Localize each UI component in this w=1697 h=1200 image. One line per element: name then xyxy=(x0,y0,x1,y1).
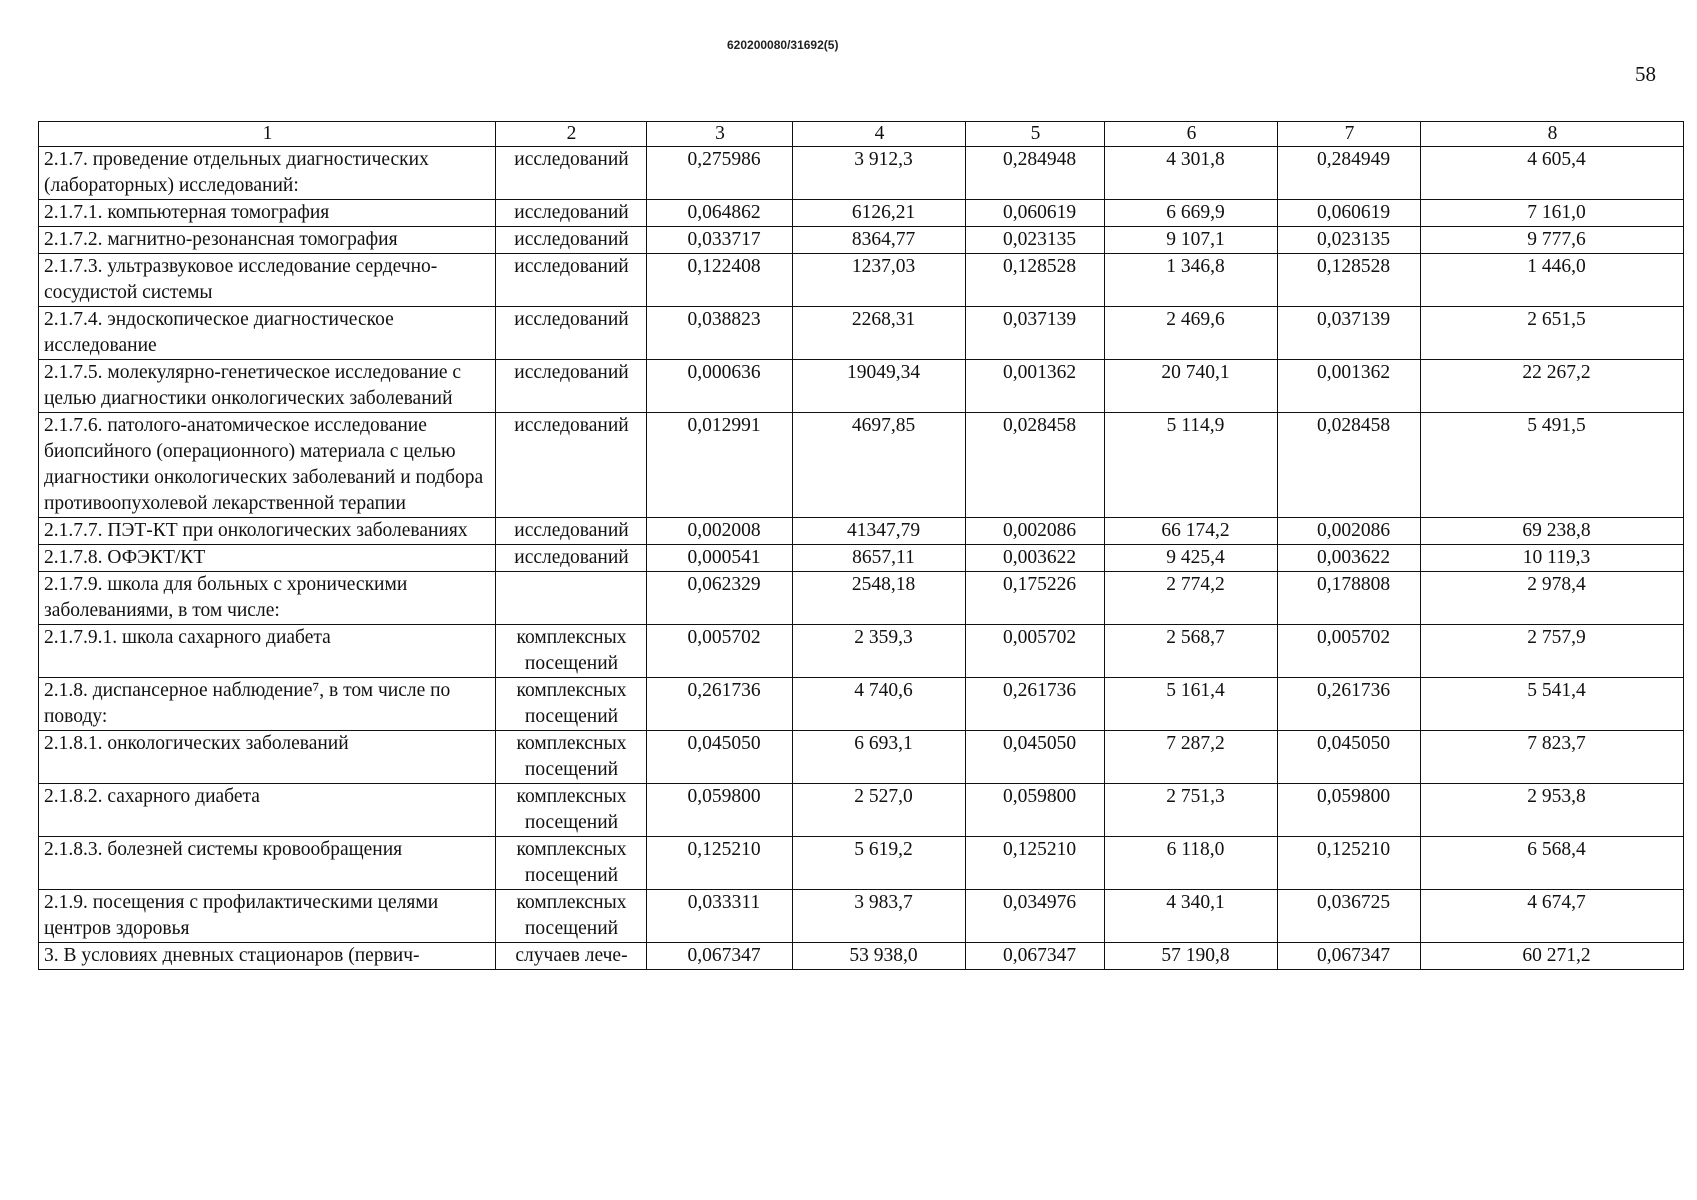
column-header: 8 xyxy=(1421,122,1684,147)
value-text: 0,125210 xyxy=(687,839,761,860)
value-text: 5 114,9 xyxy=(1166,415,1225,436)
value-text: 0,067347 xyxy=(1002,945,1077,966)
value-text: 5 619,2 xyxy=(854,839,913,860)
value-text: 2 774,2 xyxy=(1166,574,1225,595)
value-cell xyxy=(647,147,793,200)
value-cell xyxy=(793,572,966,625)
row-unit-cell: случаев лече- xyxy=(496,943,647,970)
value-text: 8657,11 xyxy=(852,547,915,568)
value-text: 0,284949 xyxy=(1316,149,1391,170)
value-cell xyxy=(1278,625,1421,678)
row-unit-cell: комплексных посещений xyxy=(496,625,647,678)
value-text: 0,128528 xyxy=(1316,256,1391,277)
value-text: 0,128528 xyxy=(1002,256,1077,277)
value-cell xyxy=(1278,890,1421,943)
value-cell xyxy=(647,784,793,837)
value-text: 2 469,6 xyxy=(1166,309,1225,330)
value-text: 0,125210 xyxy=(1316,839,1391,860)
value-text: 7 161,0 xyxy=(1527,202,1586,223)
value-cell xyxy=(1278,518,1421,545)
row-unit-cell: комплексных посещений xyxy=(496,890,647,943)
value-text: 19049,34 xyxy=(846,362,921,383)
value-text: 0,284948 xyxy=(1002,149,1077,170)
table-row xyxy=(39,254,1684,307)
value-cell xyxy=(966,227,1105,254)
column-header: 1 xyxy=(39,122,496,147)
table-row xyxy=(39,413,1684,518)
value-text: 0,059800 xyxy=(687,786,761,807)
table-header-row xyxy=(39,122,1684,147)
value-cell xyxy=(647,254,793,307)
value-text: 8364,77 xyxy=(851,229,916,250)
row-name-cell: 2.1.9. посещения с профилактическими целями центров здоровья xyxy=(39,890,496,943)
value-text: 0,064862 xyxy=(687,202,761,223)
row-name-cell: 2.1.7.7. ПЭТ-КТ при онкологических заболеваниях xyxy=(39,518,496,545)
value-cell xyxy=(1278,678,1421,731)
value-cell xyxy=(793,545,966,572)
value-text: 2 568,7 xyxy=(1166,627,1225,648)
value-cell xyxy=(966,360,1105,413)
value-cell xyxy=(647,545,793,572)
table-body xyxy=(39,147,1684,970)
table-row xyxy=(39,731,1684,784)
value-text: 0,045050 xyxy=(687,733,761,754)
value-cell xyxy=(793,307,966,360)
value-cell xyxy=(1278,307,1421,360)
value-cell xyxy=(1278,731,1421,784)
value-text: 1 346,8 xyxy=(1166,256,1225,277)
row-name-cell: 2.1.8.3. болезней системы кровообращения xyxy=(39,837,496,890)
row-unit-cell: комплексных посещений xyxy=(496,837,647,890)
table-row xyxy=(39,837,1684,890)
value-text: 0,003622 xyxy=(1316,547,1391,568)
value-cell xyxy=(966,254,1105,307)
value-cell xyxy=(793,200,966,227)
value-text: 0,038823 xyxy=(687,309,761,330)
value-text: 7 287,2 xyxy=(1166,733,1225,754)
page-number: 58 xyxy=(1635,62,1656,86)
value-cell xyxy=(966,307,1105,360)
value-cell xyxy=(966,518,1105,545)
value-text: 0,062329 xyxy=(687,574,761,595)
value-cell xyxy=(793,837,966,890)
value-cell xyxy=(1421,625,1684,678)
value-cell xyxy=(1278,413,1421,518)
document-code: 620200080/31692(5) xyxy=(727,38,839,52)
value-text: 0,261736 xyxy=(687,680,761,701)
value-text: 60 271,2 xyxy=(1522,945,1591,966)
value-text: 53 938,0 xyxy=(849,945,918,966)
value-cell xyxy=(1105,837,1278,890)
value-text: 0,059800 xyxy=(1316,786,1391,807)
row-name-cell: 2.1.8.1. онкологических заболеваний xyxy=(39,731,496,784)
value-cell xyxy=(1105,518,1278,545)
value-cell xyxy=(1421,890,1684,943)
value-text: 0,001362 xyxy=(1316,362,1391,383)
value-cell xyxy=(1421,200,1684,227)
row-unit-cell: комплексных посещений xyxy=(496,678,647,731)
table-row xyxy=(39,572,1684,625)
row-unit-cell: исследований xyxy=(496,518,647,545)
value-text: 4 674,7 xyxy=(1527,892,1586,913)
value-cell xyxy=(966,731,1105,784)
data-table xyxy=(38,121,1684,970)
value-text: 5 161,4 xyxy=(1166,680,1225,701)
value-cell xyxy=(1105,784,1278,837)
value-cell xyxy=(1105,413,1278,518)
value-text: 0,067347 xyxy=(1316,945,1391,966)
value-text: 0,012991 xyxy=(687,415,761,436)
value-text: 2 757,9 xyxy=(1527,627,1586,648)
value-text: 9 777,6 xyxy=(1527,229,1586,250)
value-cell xyxy=(966,678,1105,731)
value-text: 2 953,8 xyxy=(1527,786,1586,807)
value-cell xyxy=(647,625,793,678)
table-row xyxy=(39,943,1684,970)
value-cell xyxy=(1105,227,1278,254)
value-cell xyxy=(647,307,793,360)
value-text: 0,028458 xyxy=(1316,415,1391,436)
value-cell xyxy=(647,413,793,518)
value-cell xyxy=(1105,254,1278,307)
value-cell xyxy=(1105,890,1278,943)
row-name-cell: 3. В условиях дневных стационаров (первич- xyxy=(39,943,496,970)
table-row xyxy=(39,360,1684,413)
value-text: 1 446,0 xyxy=(1527,256,1586,277)
column-header: 5 xyxy=(966,122,1105,147)
value-cell xyxy=(647,731,793,784)
value-cell xyxy=(1278,943,1421,970)
value-text: 0,023135 xyxy=(1316,229,1391,250)
table-row xyxy=(39,784,1684,837)
value-text: 0,000541 xyxy=(687,547,761,568)
value-text: 0,000636 xyxy=(687,362,761,383)
value-text: 6 669,9 xyxy=(1166,202,1225,223)
row-name-cell: 2.1.7.1. компьютерная томография xyxy=(39,200,496,227)
value-cell xyxy=(1278,360,1421,413)
value-text: 0,060619 xyxy=(1002,202,1077,223)
row-unit-cell: комплексных посещений xyxy=(496,731,647,784)
value-cell xyxy=(647,518,793,545)
row-name-cell: 2.1.7.9.1. школа сахарного диабета xyxy=(39,625,496,678)
row-name-cell: 2.1.7.9. школа для больных с хроническими заболеваниями, в том числе: xyxy=(39,572,496,625)
value-text: 0,002008 xyxy=(687,520,761,541)
value-cell xyxy=(1105,200,1278,227)
value-text: 2268,31 xyxy=(851,309,916,330)
value-cell xyxy=(793,943,966,970)
value-cell xyxy=(1105,360,1278,413)
value-text: 0,002086 xyxy=(1002,520,1077,541)
value-text: 0,175226 xyxy=(1002,574,1077,595)
value-cell xyxy=(1421,307,1684,360)
value-text: 0,060619 xyxy=(1316,202,1391,223)
value-cell xyxy=(966,837,1105,890)
value-text: 20 740,1 xyxy=(1161,362,1230,383)
value-text: 0,005702 xyxy=(687,627,761,648)
value-text: 2 651,5 xyxy=(1527,309,1586,330)
row-name-cell: 2.1.7.5. молекулярно-генетическое исследование с целью диагностики онкологических заболеваний xyxy=(39,360,496,413)
value-cell xyxy=(647,943,793,970)
value-cell xyxy=(1105,678,1278,731)
value-text: 5 541,4 xyxy=(1527,680,1586,701)
column-header: 2 xyxy=(496,122,647,147)
value-text: 4 605,4 xyxy=(1527,149,1586,170)
column-header: 4 xyxy=(793,122,966,147)
value-cell xyxy=(647,227,793,254)
row-unit-cell: исследований xyxy=(496,545,647,572)
table-row xyxy=(39,518,1684,545)
value-cell xyxy=(1105,731,1278,784)
row-unit-cell: исследований xyxy=(496,147,647,200)
row-name-cell: 2.1.7.8. ОФЭКТ/КТ xyxy=(39,545,496,572)
value-text: 2 751,3 xyxy=(1166,786,1225,807)
value-cell xyxy=(966,413,1105,518)
value-text: 5 491,5 xyxy=(1527,415,1586,436)
value-cell xyxy=(966,545,1105,572)
column-header: 6 xyxy=(1105,122,1278,147)
value-text: 0,045050 xyxy=(1002,733,1077,754)
row-name-cell: 2.1.8.2. сахарного диабета xyxy=(39,784,496,837)
value-text: 10 119,3 xyxy=(1522,547,1591,568)
value-text: 0,125210 xyxy=(1002,839,1077,860)
value-text: 0,178808 xyxy=(1316,574,1391,595)
value-cell xyxy=(1421,413,1684,518)
value-text: 4697,85 xyxy=(851,415,916,436)
value-text: 22 267,2 xyxy=(1522,362,1591,383)
value-text: 0,001362 xyxy=(1002,362,1077,383)
value-cell xyxy=(966,943,1105,970)
table-row xyxy=(39,200,1684,227)
value-cell xyxy=(793,731,966,784)
value-text: 6 693,1 xyxy=(854,733,913,754)
row-unit-cell xyxy=(496,572,647,625)
value-cell xyxy=(966,147,1105,200)
value-cell xyxy=(1278,545,1421,572)
value-text: 0,059800 xyxy=(1002,786,1077,807)
value-cell xyxy=(1421,518,1684,545)
value-text: 0,005702 xyxy=(1316,627,1391,648)
value-cell xyxy=(793,890,966,943)
value-cell xyxy=(793,360,966,413)
value-cell xyxy=(966,784,1105,837)
value-cell xyxy=(966,572,1105,625)
row-unit-cell: исследований xyxy=(496,227,647,254)
value-cell xyxy=(1421,227,1684,254)
value-cell xyxy=(647,200,793,227)
value-cell xyxy=(1278,784,1421,837)
table-row xyxy=(39,307,1684,360)
row-name-cell: 2.1.7.4. эндоскопическое диагностическое исследование xyxy=(39,307,496,360)
value-text: 2 978,4 xyxy=(1527,574,1586,595)
value-text: 2 527,0 xyxy=(854,786,913,807)
value-text: 41347,79 xyxy=(846,520,921,541)
value-cell xyxy=(1105,307,1278,360)
value-text: 2548,18 xyxy=(851,574,916,595)
value-cell xyxy=(1278,254,1421,307)
value-text: 0,033311 xyxy=(687,892,761,913)
value-text: 0,028458 xyxy=(1002,415,1077,436)
value-text: 9 425,4 xyxy=(1166,547,1225,568)
value-cell xyxy=(1278,572,1421,625)
value-text: 0,036725 xyxy=(1316,892,1391,913)
value-text: 0,037139 xyxy=(1316,309,1391,330)
value-cell xyxy=(1421,943,1684,970)
value-cell xyxy=(793,254,966,307)
value-text: 0,033717 xyxy=(687,229,761,250)
value-text: 0,045050 xyxy=(1316,733,1391,754)
value-text: 4 301,8 xyxy=(1166,149,1225,170)
value-cell xyxy=(1421,360,1684,413)
value-cell xyxy=(793,784,966,837)
value-cell xyxy=(647,837,793,890)
value-text: 6126,21 xyxy=(851,202,916,223)
value-cell xyxy=(966,200,1105,227)
value-text: 9 107,1 xyxy=(1166,229,1225,250)
row-unit-cell: исследований xyxy=(496,413,647,518)
value-cell xyxy=(1421,545,1684,572)
value-text: 3 912,3 xyxy=(854,149,913,170)
value-cell xyxy=(1421,731,1684,784)
value-text: 0,003622 xyxy=(1002,547,1077,568)
column-header: 3 xyxy=(647,122,793,147)
value-cell xyxy=(793,147,966,200)
value-cell xyxy=(1421,572,1684,625)
value-text: 6 118,0 xyxy=(1166,839,1225,860)
row-unit-cell: исследований xyxy=(496,254,647,307)
row-name-cell: 2.1.7.6. патолого-анатомическое исследование биопсийного (операционного) материала с целью диагностики онкологических заболеваний и подбора противоопухолевой лекарственной терапии xyxy=(39,413,496,518)
value-text: 1237,03 xyxy=(851,256,916,277)
row-name-cell: 2.1.7. проведение отдельных диагностических (лабораторных) исследований: xyxy=(39,147,496,200)
value-text: 0,023135 xyxy=(1002,229,1077,250)
value-cell xyxy=(1421,784,1684,837)
table-row xyxy=(39,545,1684,572)
value-text: 0,122408 xyxy=(687,256,761,277)
value-cell xyxy=(793,625,966,678)
value-cell xyxy=(647,678,793,731)
value-cell xyxy=(966,625,1105,678)
table-row xyxy=(39,678,1684,731)
value-text: 0,005702 xyxy=(1002,627,1077,648)
row-unit-cell: комплексных посещений xyxy=(496,784,647,837)
value-text: 57 190,8 xyxy=(1161,945,1230,966)
value-cell xyxy=(966,890,1105,943)
value-text: 0,002086 xyxy=(1316,520,1391,541)
column-header: 7 xyxy=(1278,122,1421,147)
value-text: 0,261736 xyxy=(1002,680,1077,701)
value-cell xyxy=(793,413,966,518)
table-row xyxy=(39,890,1684,943)
value-cell xyxy=(1421,678,1684,731)
row-name-cell: 2.1.7.3. ультразвуковое исследование сердечно-сосудистой системы xyxy=(39,254,496,307)
value-text: 7 823,7 xyxy=(1527,733,1586,754)
table-row xyxy=(39,227,1684,254)
value-text: 4 340,1 xyxy=(1166,892,1225,913)
value-text: 66 174,2 xyxy=(1161,520,1230,541)
value-cell xyxy=(1105,545,1278,572)
value-cell xyxy=(1278,200,1421,227)
value-cell xyxy=(647,890,793,943)
row-name-cell: 2.1.7.2. магнитно-резонансная томография xyxy=(39,227,496,254)
row-name-cell: 2.1.8. диспансерное наблюдение⁷, в том числе по поводу: xyxy=(39,678,496,731)
value-text: 69 238,8 xyxy=(1522,520,1591,541)
value-text: 0,067347 xyxy=(687,945,761,966)
value-cell xyxy=(1278,147,1421,200)
row-unit-cell: исследований xyxy=(496,360,647,413)
row-unit-cell: исследований xyxy=(496,307,647,360)
value-cell xyxy=(1105,572,1278,625)
value-text: 3 983,7 xyxy=(854,892,913,913)
table-row xyxy=(39,625,1684,678)
value-cell xyxy=(1105,625,1278,678)
value-cell xyxy=(793,227,966,254)
value-cell xyxy=(1278,837,1421,890)
value-text: 0,261736 xyxy=(1316,680,1391,701)
value-cell xyxy=(1421,837,1684,890)
row-unit-cell: исследований xyxy=(496,200,647,227)
value-cell xyxy=(1421,147,1684,200)
value-cell xyxy=(1105,943,1278,970)
value-text: 0,037139 xyxy=(1002,309,1077,330)
value-cell xyxy=(647,572,793,625)
value-cell xyxy=(793,678,966,731)
value-cell xyxy=(1421,254,1684,307)
value-cell xyxy=(1278,227,1421,254)
value-text: 4 740,6 xyxy=(854,680,913,701)
value-text: 0,034976 xyxy=(1002,892,1077,913)
table-row xyxy=(39,147,1684,200)
value-cell xyxy=(647,360,793,413)
value-text: 2 359,3 xyxy=(854,627,913,648)
value-text: 6 568,4 xyxy=(1527,839,1586,860)
value-cell xyxy=(793,518,966,545)
value-text: 0,275986 xyxy=(687,149,761,170)
value-cell xyxy=(1105,147,1278,200)
